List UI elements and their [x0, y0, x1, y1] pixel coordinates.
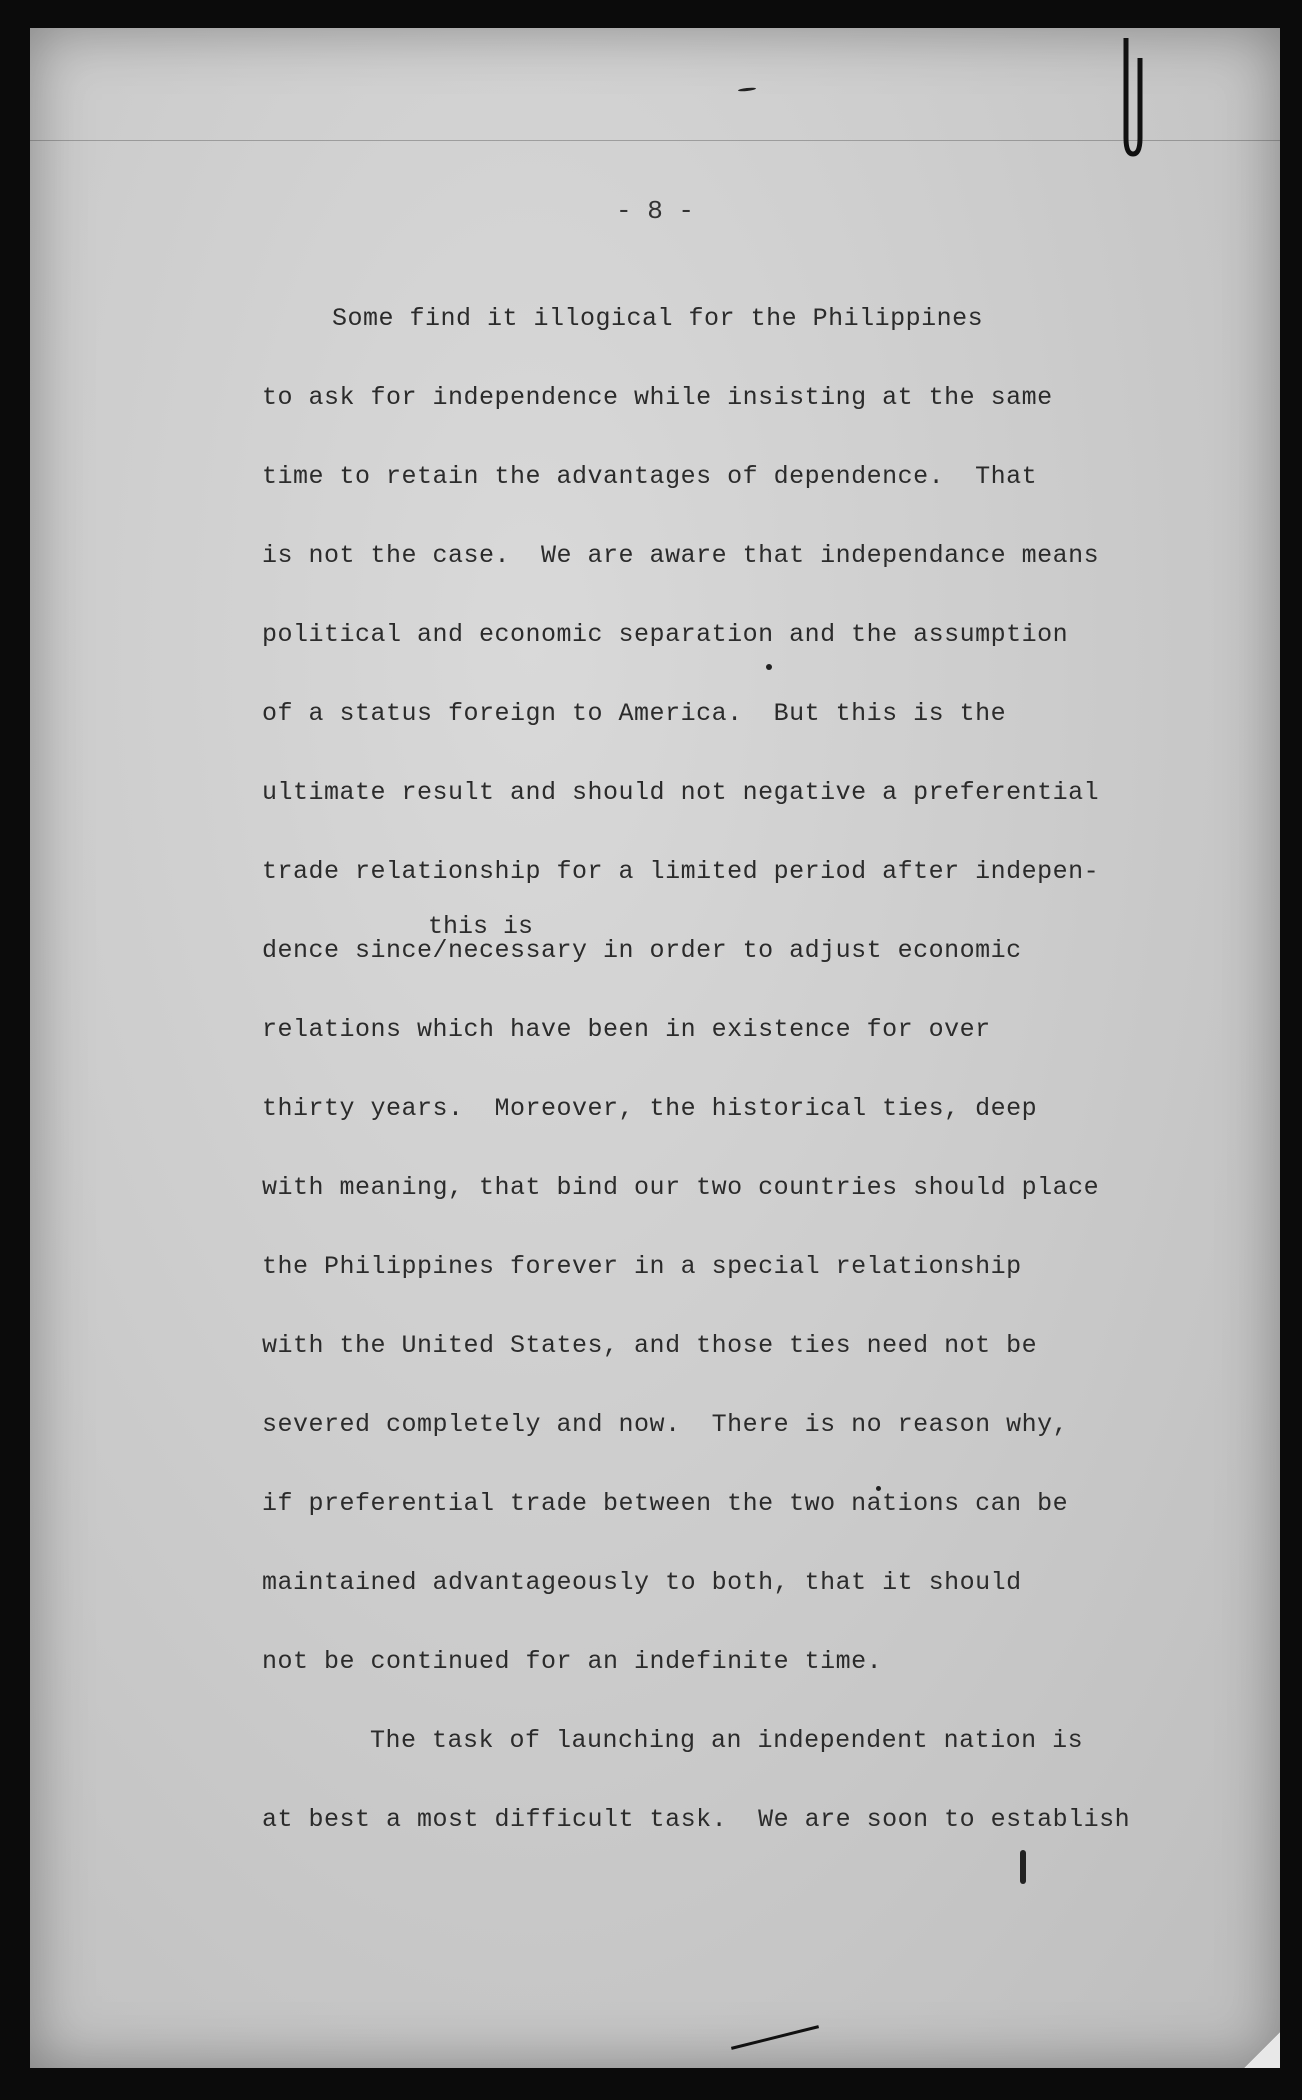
text-line: trade relationship for a limited period after indepen- — [262, 857, 1100, 886]
text-line: is not the case. We are aware that independance means — [262, 541, 1100, 570]
fold-line — [30, 140, 1280, 141]
text-line: maintained advantageously to both, that it should — [262, 1568, 1022, 1597]
text-line: The task of launching an independent nation is — [370, 1726, 1084, 1755]
text-line: time to retain the advantages of dependence. That — [262, 462, 1038, 491]
text-line: not be continued for an indefinite time. — [262, 1647, 883, 1676]
interlinear-insertion: this is — [428, 912, 534, 941]
text-line: with the United States, and those ties need not be — [262, 1331, 1038, 1360]
text-line: severed completely and now. There is no reason why, — [262, 1410, 1069, 1439]
text-line: of a status foreign to America. But this is the — [262, 699, 1007, 728]
text-line: thirty years. Moreover, the historical ties, deep — [262, 1094, 1038, 1123]
paper-clip-icon — [1122, 38, 1144, 158]
ink-speck — [766, 664, 772, 670]
text-line: the Philippines forever in a special relationship — [262, 1252, 1022, 1281]
text-line: ultimate result and should not negative a preferential — [262, 778, 1100, 807]
page-number: - 8 - — [615, 196, 694, 226]
text-line: if preferential trade between the two nations can be — [262, 1489, 1069, 1518]
pencil-mark — [731, 2025, 819, 2050]
text-line: with meaning, that bind our two countries should place — [262, 1173, 1100, 1202]
text-line: relations which have been in existence for over — [262, 1015, 991, 1044]
ink-speck — [738, 87, 756, 92]
text-line: Some find it illogical for the Philippines — [332, 304, 984, 333]
text-line: to ask for independence while insisting at the same — [262, 383, 1053, 412]
ink-speck — [1020, 1850, 1026, 1884]
document-page — [30, 28, 1280, 2068]
text-line: dence since/necessary in order to adjust economic — [262, 936, 1022, 965]
corner-fold — [1244, 2032, 1280, 2068]
text-line: at best a most difficult task. We are soon to establish — [262, 1805, 1131, 1834]
text-line: political and economic separation and the assumption — [262, 620, 1069, 649]
